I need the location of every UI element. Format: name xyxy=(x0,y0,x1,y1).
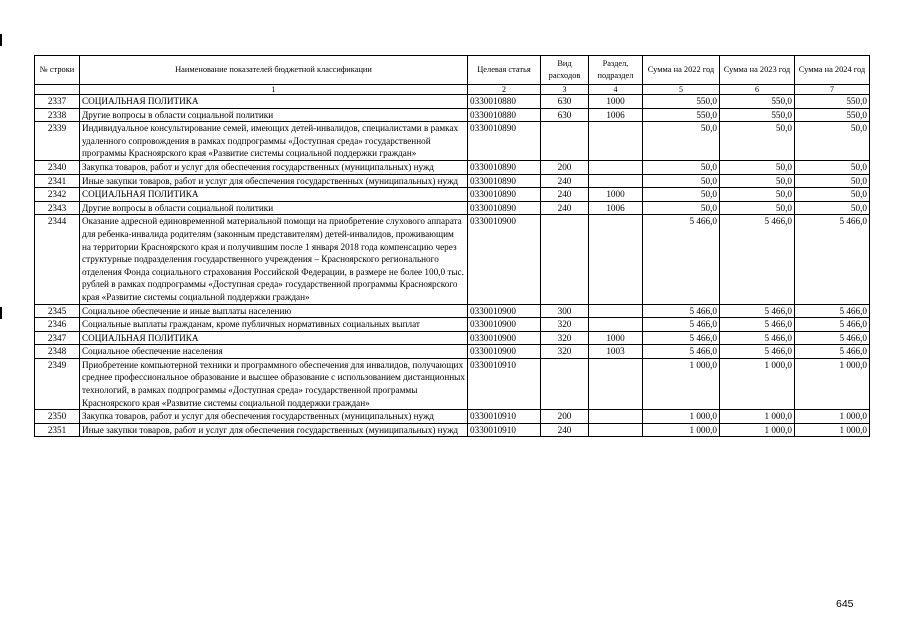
section-cell: 1000 xyxy=(589,95,643,109)
expense-type-cell: 320 xyxy=(541,318,589,332)
sum-2024-cell: 5 466,0 xyxy=(795,215,870,304)
sum-2023-cell: 5 466,0 xyxy=(720,215,795,304)
header-sum-2022: Сумма на 2022 год xyxy=(643,56,720,85)
sum-2022-cell: 50,0 xyxy=(643,201,720,215)
sum-2022-cell: 50,0 xyxy=(643,122,720,161)
expense-type-cell: 320 xyxy=(541,345,589,359)
sum-2023-cell: 1 000,0 xyxy=(720,410,795,424)
column-number: 5 xyxy=(643,85,720,95)
sum-2023-cell: 1 000,0 xyxy=(720,423,795,437)
section-cell: 1006 xyxy=(589,108,643,122)
sum-2024-cell: 5 466,0 xyxy=(795,345,870,359)
section-cell xyxy=(589,122,643,161)
expense-type-cell: 240 xyxy=(541,423,589,437)
sum-2024-cell: 50,0 xyxy=(795,188,870,202)
target-article-cell: 0330010910 xyxy=(468,423,541,437)
table-row xyxy=(35,160,870,174)
budget-table xyxy=(34,55,870,437)
sum-2023-cell: 1 000,0 xyxy=(720,358,795,409)
sum-2023-cell: 550,0 xyxy=(720,108,795,122)
target-article-cell: 0330010890 xyxy=(468,201,541,215)
row-number-cell: 2342 xyxy=(35,188,80,202)
target-article-cell: 0330010910 xyxy=(468,358,541,409)
sum-2023-cell: 50,0 xyxy=(720,201,795,215)
left-binding-mark xyxy=(0,307,2,319)
table-row xyxy=(35,201,870,215)
sum-2022-cell: 50,0 xyxy=(643,174,720,188)
sum-2022-cell: 50,0 xyxy=(643,188,720,202)
section-cell xyxy=(589,318,643,332)
sum-2022-cell: 50,0 xyxy=(643,160,720,174)
section-cell: 1003 xyxy=(589,345,643,359)
sum-2023-cell: 50,0 xyxy=(720,160,795,174)
row-name-cell: Социальное обеспечение и иные выплаты населению xyxy=(80,304,468,318)
sum-2024-cell: 1 000,0 xyxy=(795,358,870,409)
row-number-cell: 2341 xyxy=(35,174,80,188)
target-article-cell: 0330010900 xyxy=(468,318,541,332)
target-article-cell: 0330010880 xyxy=(468,95,541,109)
sum-2022-cell: 5 466,0 xyxy=(643,318,720,332)
sum-2022-cell: 550,0 xyxy=(643,108,720,122)
table-header-row xyxy=(35,56,870,85)
row-name-cell: Другие вопросы в области социальной политики xyxy=(80,108,468,122)
row-number-cell: 2348 xyxy=(35,345,80,359)
row-number-cell: 2349 xyxy=(35,358,80,409)
target-article-cell: 0330010890 xyxy=(468,188,541,202)
sum-2022-cell: 5 466,0 xyxy=(643,331,720,345)
sum-2024-cell: 5 466,0 xyxy=(795,304,870,318)
row-name-cell: Другие вопросы в области социальной политики xyxy=(80,201,468,215)
table-row xyxy=(35,345,870,359)
table-row xyxy=(35,410,870,424)
column-number-blank xyxy=(35,85,80,95)
row-name-cell: Приобретение компьютерной техники и программного обеспечения для инвалидов, получающих среднее профессиональное образование и высшее образование с использованием дистанционных технологий, в рамках подпрограммы «Доступная среда» государственной программы Красноярского края «Развитие системы социальной поддержки граждан» xyxy=(80,358,468,409)
table-row xyxy=(35,122,870,161)
column-number: 7 xyxy=(795,85,870,95)
sum-2024-cell: 1 000,0 xyxy=(795,423,870,437)
sum-2024-cell: 50,0 xyxy=(795,201,870,215)
table-row xyxy=(35,423,870,437)
target-article-cell: 0330010900 xyxy=(468,345,541,359)
sum-2023-cell: 50,0 xyxy=(720,174,795,188)
section-cell xyxy=(589,174,643,188)
row-name-cell: СОЦИАЛЬНАЯ ПОЛИТИКА xyxy=(80,95,468,109)
table-row xyxy=(35,304,870,318)
row-name-cell: СОЦИАЛЬНАЯ ПОЛИТИКА xyxy=(80,188,468,202)
sum-2024-cell: 5 466,0 xyxy=(795,318,870,332)
expense-type-cell: 630 xyxy=(541,95,589,109)
sum-2024-cell: 50,0 xyxy=(795,174,870,188)
expense-type-cell xyxy=(541,215,589,304)
target-article-cell: 0330010880 xyxy=(468,108,541,122)
row-number-cell: 2339 xyxy=(35,122,80,161)
row-number-cell: 2338 xyxy=(35,108,80,122)
table-row xyxy=(35,95,870,109)
sum-2023-cell: 50,0 xyxy=(720,188,795,202)
sum-2023-cell: 5 466,0 xyxy=(720,345,795,359)
column-number: 3 xyxy=(541,85,589,95)
expense-type-cell: 240 xyxy=(541,201,589,215)
sum-2022-cell: 1 000,0 xyxy=(643,423,720,437)
row-number-cell: 2346 xyxy=(35,318,80,332)
table-row xyxy=(35,358,870,409)
header-sum-2023: Сумма на 2023 год xyxy=(720,56,795,85)
row-name-cell: СОЦИАЛЬНАЯ ПОЛИТИКА xyxy=(80,331,468,345)
row-number-cell: 2350 xyxy=(35,410,80,424)
target-article-cell: 0330010900 xyxy=(468,331,541,345)
target-article-cell: 0330010900 xyxy=(468,215,541,304)
target-article-cell: 0330010910 xyxy=(468,410,541,424)
table-row xyxy=(35,318,870,332)
sum-2022-cell: 5 466,0 xyxy=(643,345,720,359)
sum-2024-cell: 50,0 xyxy=(795,160,870,174)
row-number-cell: 2340 xyxy=(35,160,80,174)
section-cell xyxy=(589,304,643,318)
row-name-cell: Закупка товаров, работ и услуг для обеспечения государственных (муниципальных) нужд xyxy=(80,410,468,424)
row-number-cell: 2337 xyxy=(35,95,80,109)
sum-2022-cell: 1 000,0 xyxy=(643,358,720,409)
header-target-article: Целевая статья xyxy=(468,56,541,85)
row-number-cell: 2347 xyxy=(35,331,80,345)
sum-2023-cell: 50,0 xyxy=(720,122,795,161)
section-cell xyxy=(589,215,643,304)
expense-type-cell: 630 xyxy=(541,108,589,122)
row-name-cell: Оказание адресной единовременной материальной помощи на приобретение слухового аппарата для ребенка-инвалида родителям (законным представителям) детей-инвалидов, проживающим на территории Красноярского края и получившим после 1 января 2018 года компенсацию через структурные подразделения государственного учреждения – Красноярского регионального отделения Фонда социального страхования Российской Федерации, в размере не более 100,0 тыс. рублей в рамках подпрограммы «Доступная среда» государственной программы Красноярского края «Развитие системы социальной поддержки граждан» xyxy=(80,215,468,304)
column-number: 6 xyxy=(720,85,795,95)
expense-type-cell: 200 xyxy=(541,160,589,174)
table-row xyxy=(35,215,870,304)
header-name: Наименование показателей бюджетной классификации xyxy=(80,56,468,85)
row-name-cell: Социальные выплаты гражданам, кроме публичных нормативных социальных выплат xyxy=(80,318,468,332)
expense-type-cell: 200 xyxy=(541,410,589,424)
expense-type-cell: 240 xyxy=(541,188,589,202)
section-cell: 1000 xyxy=(589,188,643,202)
row-number-cell: 2351 xyxy=(35,423,80,437)
column-number: 4 xyxy=(589,85,643,95)
expense-type-cell: 240 xyxy=(541,174,589,188)
column-number: 1 xyxy=(80,85,468,95)
table-row xyxy=(35,108,870,122)
expense-type-cell xyxy=(541,358,589,409)
sum-2022-cell: 5 466,0 xyxy=(643,215,720,304)
target-article-cell: 0330010900 xyxy=(468,304,541,318)
header-row-number: № строки xyxy=(35,56,80,85)
row-name-cell: Закупка товаров, работ и услуг для обеспечения государственных (муниципальных) нужд xyxy=(80,160,468,174)
header-section: Раздел, подраздел xyxy=(589,56,643,85)
left-binding-mark xyxy=(0,34,2,46)
header-expense-type: Вид расходов xyxy=(541,56,589,85)
header-sum-2024: Сумма на 2024 год xyxy=(795,56,870,85)
row-name-cell: Индивидуальное консультирование семей, имеющих детей-инвалидов, специалистами в рамках удаленного сопровождения в рамках подпрограммы «Доступная среда» государственной программы Красноярского края «Развитие системы социальной поддержки граждан» xyxy=(80,122,468,161)
column-number-row xyxy=(35,85,870,95)
sum-2022-cell: 550,0 xyxy=(643,95,720,109)
section-cell xyxy=(589,423,643,437)
sum-2024-cell: 5 466,0 xyxy=(795,331,870,345)
section-cell xyxy=(589,160,643,174)
sum-2024-cell: 50,0 xyxy=(795,122,870,161)
expense-type-cell: 320 xyxy=(541,331,589,345)
row-number-cell: 2343 xyxy=(35,201,80,215)
table-body xyxy=(35,95,870,437)
table-row xyxy=(35,174,870,188)
sum-2023-cell: 5 466,0 xyxy=(720,331,795,345)
sum-2023-cell: 5 466,0 xyxy=(720,304,795,318)
sum-2022-cell: 5 466,0 xyxy=(643,304,720,318)
row-name-cell: Иные закупки товаров, работ и услуг для обеспечения государственных (муниципальных) нужд xyxy=(80,423,468,437)
sum-2024-cell: 550,0 xyxy=(795,108,870,122)
section-cell: 1006 xyxy=(589,201,643,215)
sum-2022-cell: 1 000,0 xyxy=(643,410,720,424)
target-article-cell: 0330010890 xyxy=(468,174,541,188)
target-article-cell: 0330010890 xyxy=(468,122,541,161)
row-number-cell: 2344 xyxy=(35,215,80,304)
column-number: 2 xyxy=(468,85,541,95)
section-cell xyxy=(589,410,643,424)
sum-2024-cell: 550,0 xyxy=(795,95,870,109)
section-cell: 1000 xyxy=(589,331,643,345)
section-cell xyxy=(589,358,643,409)
sum-2023-cell: 550,0 xyxy=(720,95,795,109)
expense-type-cell xyxy=(541,122,589,161)
row-number-cell: 2345 xyxy=(35,304,80,318)
row-name-cell: Социальное обеспечение населения xyxy=(80,345,468,359)
target-article-cell: 0330010890 xyxy=(468,160,541,174)
sum-2023-cell: 5 466,0 xyxy=(720,318,795,332)
page-number: 645 xyxy=(836,598,854,610)
sum-2024-cell: 1 000,0 xyxy=(795,410,870,424)
table-row xyxy=(35,331,870,345)
row-name-cell: Иные закупки товаров, работ и услуг для обеспечения государственных (муниципальных) нужд xyxy=(80,174,468,188)
expense-type-cell: 300 xyxy=(541,304,589,318)
table-row xyxy=(35,188,870,202)
